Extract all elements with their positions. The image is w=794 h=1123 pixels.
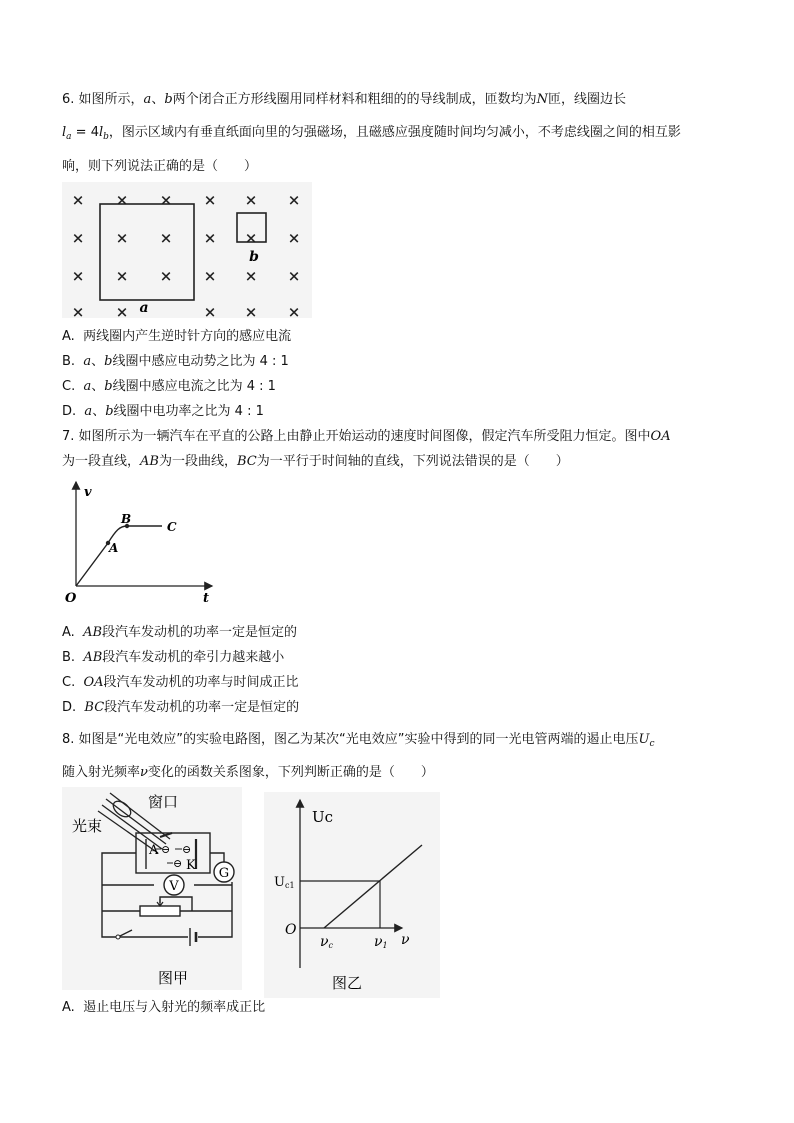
field-mark: × (71, 191, 85, 209)
field-mark: × (115, 303, 129, 318)
field-mark: × (115, 191, 129, 209)
field-mark: × (244, 267, 258, 285)
option-prefix: A. (62, 329, 75, 344)
field-mark: × (244, 191, 258, 209)
var-AB: AB (140, 454, 159, 469)
q7-velocity-time-graph (62, 478, 222, 610)
label-B: B (121, 512, 132, 526)
q6-stem-line2 (62, 124, 681, 146)
field-mark: × (115, 267, 129, 285)
q7-text: 为一平行于时间轴的直线，下列说法错误的是（ ） (256, 454, 569, 469)
q6-stem-line3 (62, 158, 257, 176)
var-AB: AB (83, 625, 103, 640)
q8-text: 随入射光频率 (62, 765, 141, 780)
field-mark: × (287, 191, 301, 209)
q6-stem-line1 (62, 91, 626, 109)
var-N: N (536, 92, 549, 107)
var-b: b (105, 404, 114, 419)
q6-option-b[interactable] (62, 353, 289, 371)
q6-text: 响，则下列说法正确的是（ ） (62, 159, 258, 174)
var-b: b (104, 379, 113, 394)
var-l: l (98, 125, 104, 140)
q8-option-a[interactable] (62, 999, 265, 1017)
option-text: 段汽车发动机的功率一定是恒定的 (102, 625, 298, 640)
equation: = 4 (71, 125, 99, 140)
option-prefix: D. (62, 700, 77, 715)
var-nu: ν (140, 765, 148, 780)
q7-stem-line1 (62, 428, 671, 446)
field-mark: × (244, 303, 258, 318)
option-prefix: D. (62, 404, 77, 419)
figure-background (264, 792, 440, 998)
option-prefix: C. (62, 675, 76, 690)
subscript-c: c (649, 739, 655, 749)
label-A: A (109, 541, 119, 555)
q8-text: 变化的函数关系图象，下列判断正确的是（ ） (147, 765, 434, 780)
var-a: a (83, 379, 92, 394)
var-BC: BC (84, 700, 105, 715)
option-text: 遏止电压与入射光的频率成正比 (83, 1000, 266, 1015)
q8-circuit-figure (62, 787, 242, 990)
caption-yi: 图乙 (332, 974, 363, 992)
var-l: l (62, 125, 67, 140)
label-Uc1: Uc1 (274, 875, 295, 890)
field-mark: × (159, 229, 173, 247)
label-v: v (84, 485, 92, 500)
field-mark: × (287, 267, 301, 285)
label-nu-axis: ν (401, 932, 410, 948)
field-mark: × (244, 229, 258, 247)
label-G: G (218, 866, 230, 881)
q7-text: 7. 如图所示为一辆汽车在平直的公路上由静止开始运动的速度时间图像，假定汽车所受阻力恒定。图中 (62, 429, 651, 444)
field-mark: × (159, 191, 173, 209)
label-nu1: ν1 (374, 934, 388, 950)
q8-text: 8. 如图是“光电效应”的实验电路图，图乙为某次“光电效应”实验中得到的同一光电管两端的遏止电压 (62, 732, 639, 747)
q7-option-b[interactable] (62, 649, 284, 667)
q6-option-a[interactable] (62, 328, 291, 346)
q6-text: 匝，线圈边长 (548, 92, 627, 107)
q6-magnetic-field-figure (62, 182, 312, 318)
option-text: 线圈中电功率之比为 4 : 1 (113, 404, 264, 419)
electron-icon: ⊖ (182, 843, 192, 856)
option-prefix: C. (62, 379, 76, 394)
q7-stem-line2 (62, 453, 569, 471)
label-C: C (167, 520, 177, 534)
electron-icon: ⊖ (173, 857, 183, 870)
field-mark: × (71, 229, 85, 247)
electron-icon: ⊖ (161, 843, 171, 856)
var-a: a (83, 354, 92, 369)
field-mark: × (287, 229, 301, 247)
option-text: 线圈中感应电流之比为 4 : 1 (112, 379, 276, 394)
q8-stopping-voltage-graph (264, 792, 440, 998)
q6-text: 两个闭合正方形线圈用同样材料和粗细的的导线制成，匝数均为 (172, 92, 537, 107)
q6-text: ，图示区域内有垂直纸面向里的匀强磁场，且磁感应强度随时间均匀减小，不考虑线圈之间的相互影 (108, 125, 681, 140)
var-b: b (164, 92, 173, 107)
option-text: 线圈中感应电动势之比为 4 : 1 (112, 354, 289, 369)
label-O: O (285, 922, 297, 938)
var-OA: OA (83, 675, 104, 690)
option-text: 段汽车发动机的功率与时间成正比 (103, 675, 299, 690)
option-prefix: B. (62, 650, 76, 665)
field-mark: × (287, 303, 301, 318)
label-window: 窗口 (148, 793, 179, 811)
separator: 、 (91, 354, 105, 369)
var-BC: BC (236, 454, 257, 469)
separator: 、 (92, 404, 106, 419)
separator: 、 (151, 92, 165, 107)
field-mark: × (203, 191, 217, 209)
var-a: a (143, 92, 152, 107)
q6-option-c[interactable] (62, 378, 276, 396)
field-mark: × (71, 267, 85, 285)
option-text: 两线圈内产生逆时针方向的感应电流 (83, 329, 292, 344)
q6-text: 6. 如图所示， (62, 92, 144, 107)
field-mark: × (203, 303, 217, 318)
option-text: 段汽车发动机的牵引力越来越小 (102, 650, 285, 665)
var-U: U (638, 732, 650, 747)
label-cathode-K: K (186, 858, 196, 873)
velocity-curve (76, 526, 162, 586)
var-AB: AB (83, 650, 103, 665)
field-mark: × (203, 229, 217, 247)
field-mark: × (71, 303, 85, 318)
q7-option-a[interactable] (62, 624, 297, 642)
label-O: O (65, 591, 77, 606)
switch-contact (116, 935, 120, 939)
label-V: V (169, 879, 179, 894)
field-mark: × (203, 267, 217, 285)
q7-option-d[interactable] (62, 699, 299, 717)
q7-option-c[interactable] (62, 674, 299, 692)
field-mark: × (115, 229, 129, 247)
label-anode-A: A (149, 843, 159, 858)
label-b: b (249, 249, 259, 265)
var-a: a (84, 404, 93, 419)
option-text: 段汽车发动机的功率一定是恒定的 (104, 700, 300, 715)
label-a: a (139, 300, 149, 316)
subscript-b: b (103, 132, 109, 142)
label-Uc-axis: Uc (312, 808, 334, 826)
q8-stem-line2 (62, 764, 434, 782)
option-prefix: A. (62, 1000, 75, 1015)
q7-text: 为一段直线， (62, 454, 141, 469)
q8-stem-line1 (62, 731, 655, 753)
option-prefix: B. (62, 354, 76, 369)
separator: 、 (91, 379, 105, 394)
label-t: t (203, 591, 210, 606)
var-b: b (104, 354, 113, 369)
caption-jia: 图甲 (158, 969, 189, 987)
option-prefix: A. (62, 625, 75, 640)
rheostat (140, 906, 180, 916)
q6-option-d[interactable] (62, 403, 264, 421)
label-nu-c: νc (320, 934, 333, 950)
q7-text: 为一段曲线， (158, 454, 237, 469)
subscript-a: a (66, 132, 72, 142)
label-beam: 光束 (72, 817, 103, 835)
field-mark: × (159, 267, 173, 285)
var-OA: OA (650, 429, 671, 444)
